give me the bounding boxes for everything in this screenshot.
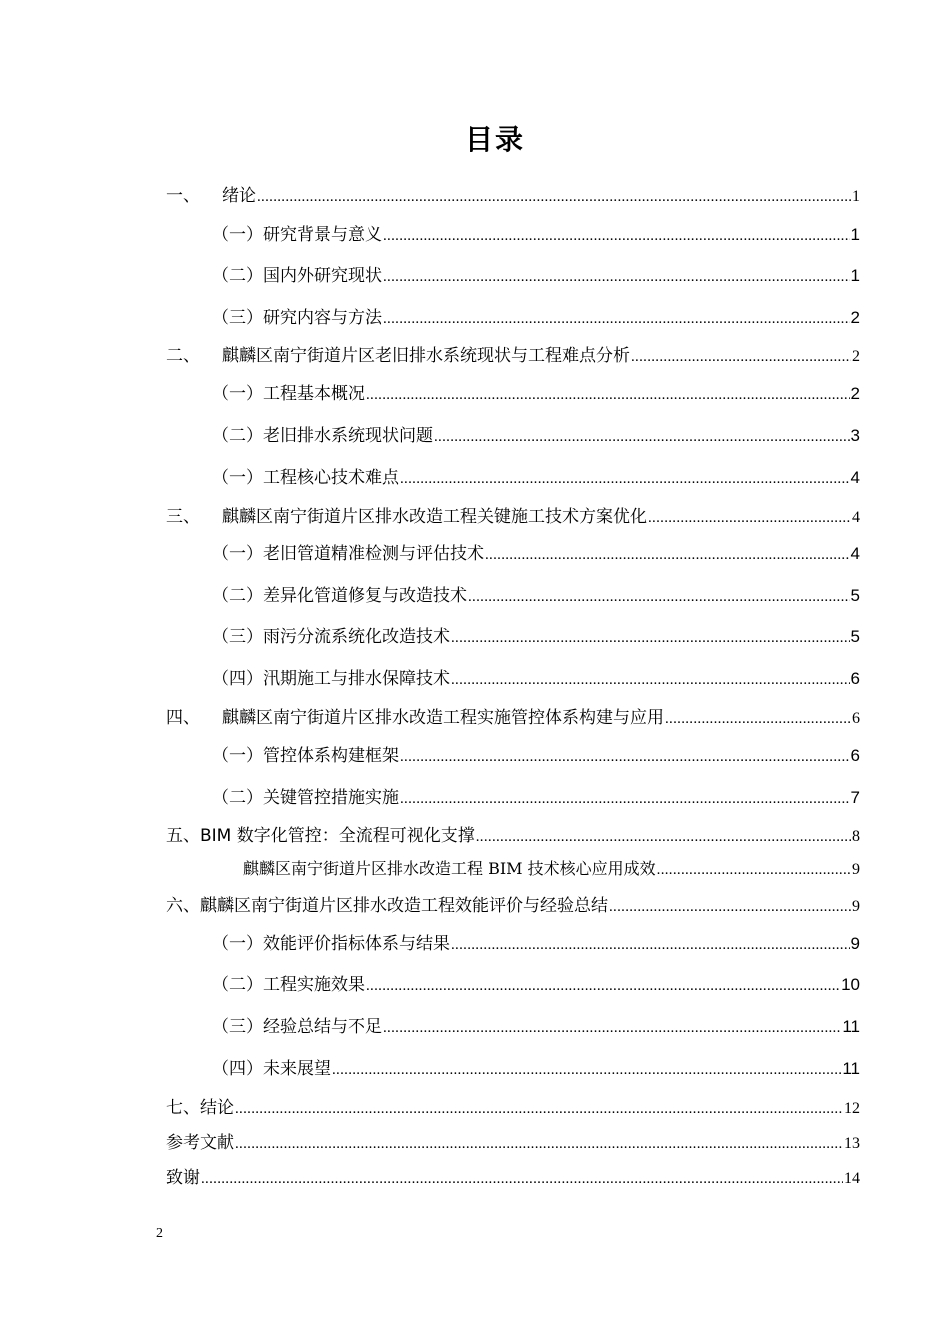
toc-entry[interactable] bbox=[212, 379, 860, 404]
toc-entry-label: （二）国内外研究现状 bbox=[212, 266, 382, 286]
toc-entry-page: 6 bbox=[850, 669, 860, 688]
toc-entry[interactable] bbox=[166, 1128, 860, 1153]
toc-entry-page: 7 bbox=[850, 788, 860, 807]
dot-leader bbox=[383, 1020, 841, 1037]
dot-leader bbox=[383, 311, 850, 328]
dot-leader bbox=[451, 630, 850, 647]
toc-entry-prefix: 三、 bbox=[166, 507, 200, 527]
toc-entry-label: （一）管控体系构建框架 bbox=[212, 746, 399, 766]
toc-entry-prefix: 二、 bbox=[166, 346, 200, 366]
toc-entry-page: 11 bbox=[842, 1059, 860, 1078]
dot-leader bbox=[434, 429, 850, 446]
toc-entry-label: （一）老旧管道精准检测与评估技术 bbox=[212, 544, 484, 564]
toc-entry-label: （一）研究背景与意义 bbox=[212, 225, 382, 245]
toc-entry[interactable] bbox=[166, 341, 860, 366]
dot-leader bbox=[609, 899, 851, 916]
dot-leader bbox=[657, 862, 851, 879]
dot-leader bbox=[235, 1101, 843, 1118]
toc-entry[interactable] bbox=[212, 463, 860, 488]
toc-entry-page: 1 bbox=[850, 266, 860, 285]
dot-leader bbox=[383, 269, 850, 286]
toc-entry-label: （四）未来展望 bbox=[212, 1059, 331, 1079]
dot-leader bbox=[468, 589, 850, 606]
toc-entry-page: 4 bbox=[850, 468, 860, 487]
toc-entry-page: 2 bbox=[850, 384, 860, 403]
toc-entry-label: （一）工程核心技术难点 bbox=[212, 468, 399, 488]
toc-entry[interactable] bbox=[212, 783, 860, 808]
toc-entry[interactable] bbox=[166, 821, 860, 846]
dot-leader bbox=[631, 349, 851, 366]
dot-leader bbox=[400, 471, 850, 488]
toc-entry-page: 14 bbox=[844, 1170, 860, 1187]
dot-leader bbox=[383, 228, 850, 245]
toc-entry-page: 13 bbox=[844, 1135, 860, 1152]
toc-entry[interactable] bbox=[166, 181, 860, 206]
toc-entry-page: 11 bbox=[842, 1017, 860, 1036]
toc-entry-label: 六、麒麟区南宁街道片区排水改造工程效能评价与经验总结 bbox=[166, 896, 608, 916]
toc-entry-label: 参考文献 bbox=[166, 1133, 234, 1153]
dot-leader bbox=[451, 672, 850, 689]
toc-entry-label: （三）雨污分流系统化改造技术 bbox=[212, 627, 450, 647]
toc-entry-label: （二）老旧排水系统现状问题 bbox=[212, 426, 433, 446]
dot-leader bbox=[476, 829, 851, 846]
toc-entry[interactable] bbox=[212, 581, 860, 606]
dot-leader bbox=[366, 978, 840, 995]
dot-leader bbox=[665, 711, 851, 728]
toc-entry[interactable] bbox=[166, 1093, 860, 1118]
toc-entry-page: 12 bbox=[844, 1100, 860, 1117]
dot-leader bbox=[257, 189, 851, 206]
toc-entry[interactable] bbox=[212, 1012, 860, 1037]
toc-entry-label: 七、结论 bbox=[166, 1098, 234, 1118]
toc-entry[interactable] bbox=[166, 1163, 860, 1188]
toc-entry-page: 2 bbox=[852, 348, 860, 365]
toc-entry-page: 1 bbox=[850, 225, 860, 244]
dot-leader bbox=[451, 937, 850, 954]
toc-entry-label: （一）效能评价指标体系与结果 bbox=[212, 934, 450, 954]
page-number: 2 bbox=[156, 1226, 163, 1241]
toc-entry-page: 5 bbox=[850, 627, 860, 646]
dot-leader bbox=[366, 387, 850, 404]
toc-entry-label: 麒麟区南宁街道片区排水改造工程关键施工技术方案优化 bbox=[222, 507, 647, 527]
toc-entry-label: 麒麟区南宁街道片区排水改造工程实施管控体系构建与应用 bbox=[222, 708, 664, 728]
toc-title: 目录 bbox=[464, 123, 525, 156]
toc-entry-label: 麒麟区南宁街道片区老旧排水系统现状与工程难点分析 bbox=[222, 346, 630, 366]
toc-entry-page: 2 bbox=[850, 308, 860, 327]
toc-entry[interactable] bbox=[212, 741, 860, 766]
dot-leader bbox=[648, 510, 851, 527]
toc-entry-prefix: 四、 bbox=[166, 708, 200, 728]
toc-entry[interactable] bbox=[166, 703, 860, 728]
toc-entry[interactable] bbox=[212, 303, 860, 328]
toc-entry-label: （三）经验总结与不足 bbox=[212, 1017, 382, 1037]
toc-entry[interactable] bbox=[243, 856, 860, 879]
toc-entry[interactable] bbox=[212, 220, 860, 245]
toc-entry-page: 1 bbox=[852, 188, 860, 205]
toc-entry-page: 9 bbox=[852, 861, 860, 878]
dot-leader bbox=[400, 749, 850, 766]
toc-entry[interactable] bbox=[212, 664, 860, 689]
toc-entry-page: 9 bbox=[852, 898, 860, 915]
toc-entry-page: 5 bbox=[850, 586, 860, 605]
toc-entry-prefix: 一、 bbox=[166, 186, 200, 206]
toc-entry-label: 麒麟区南宁街道片区排水改造工程 BIM 技术核心应用成效 bbox=[243, 859, 656, 878]
toc-entry-page: 4 bbox=[850, 544, 860, 563]
toc-entry[interactable] bbox=[212, 539, 860, 564]
toc-entry-page: 6 bbox=[852, 710, 860, 727]
toc-entry-label: 五、BIM 数字化管控：全流程可视化支撑 bbox=[166, 826, 475, 846]
toc-entry[interactable] bbox=[166, 502, 860, 527]
toc-entry[interactable] bbox=[166, 891, 860, 916]
toc-entry[interactable] bbox=[212, 421, 860, 446]
toc-entry-label: （四）汛期施工与排水保障技术 bbox=[212, 669, 450, 689]
toc-entry-page: 4 bbox=[852, 509, 860, 526]
dot-leader bbox=[400, 791, 850, 808]
dot-leader bbox=[332, 1062, 841, 1079]
toc-entry-label: （二）差异化管道修复与改造技术 bbox=[212, 586, 467, 606]
toc-entry-page: 9 bbox=[850, 934, 860, 953]
toc-entry-label: 致谢 bbox=[166, 1168, 200, 1188]
toc-entry-label: （三）研究内容与方法 bbox=[212, 308, 382, 328]
toc-entry-label: 绪论 bbox=[222, 186, 256, 206]
toc-entry-label: （二）关键管控措施实施 bbox=[212, 788, 399, 808]
toc-entry-label: （一）工程基本概况 bbox=[212, 384, 365, 404]
toc-entry[interactable] bbox=[212, 622, 860, 647]
toc-entry[interactable] bbox=[212, 1054, 860, 1079]
toc-entry-page: 8 bbox=[852, 828, 860, 845]
toc-entry[interactable] bbox=[212, 261, 860, 286]
toc-entry[interactable] bbox=[212, 970, 860, 995]
toc-entry-page: 10 bbox=[841, 975, 860, 994]
dot-leader bbox=[235, 1136, 843, 1153]
toc-entry[interactable] bbox=[212, 929, 860, 954]
dot-leader bbox=[201, 1171, 843, 1188]
toc-entry-label: （二）工程实施效果 bbox=[212, 975, 365, 995]
toc-entry-page: 6 bbox=[850, 746, 860, 765]
toc-entry-page: 3 bbox=[850, 426, 860, 445]
dot-leader bbox=[485, 547, 850, 564]
